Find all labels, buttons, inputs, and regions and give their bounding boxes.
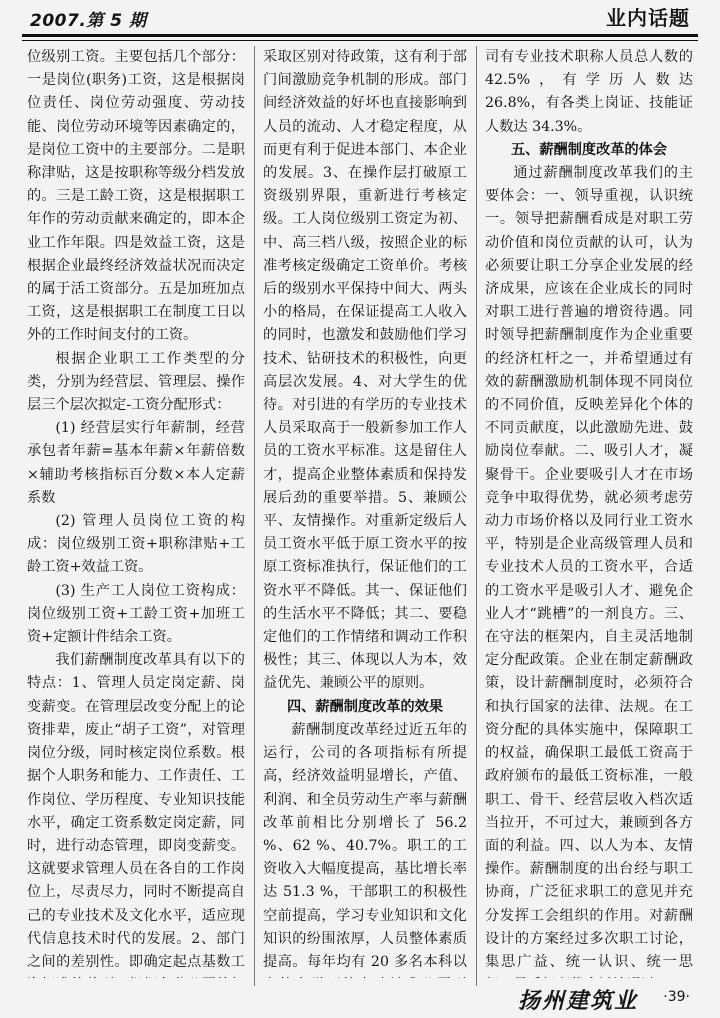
column-divider bbox=[254, 46, 255, 986]
paragraph: (1) 经营层实行年薪制，经营承包者年薪=基本年薪×年薪倍数×辅助考核指标百分数×本人定薪系数 bbox=[27, 420, 245, 506]
section-heading: 四、薪酬制度改革的效果 bbox=[286, 698, 444, 715]
header-rule-thick bbox=[22, 34, 698, 37]
page-number: ·39· bbox=[663, 989, 690, 1005]
article-column-1 bbox=[27, 46, 245, 978]
column-divider bbox=[476, 46, 477, 986]
issue-label: 2007.第 5 期 bbox=[30, 11, 147, 31]
paragraph: (2) 管理人员岗位工资的构成：岗位级别工资+职称津贴+工龄工资+效益工资。 bbox=[27, 513, 245, 576]
paragraph: (3) 生产工人岗位工资构成：岗位级别工资+工龄工资+加班工资+定额计件结余工资。 bbox=[27, 582, 245, 646]
page-footer bbox=[0, 984, 720, 1018]
article-column-3 bbox=[485, 46, 693, 978]
paragraph: 采取区别对待政策，这有利于部门间激励竞争机制的形成。部门间经济效益的好坏也直接影响到人员的流动、人才稳定程度，从而更有利于促进本部门、本企业的发展。3、在操作层打破原工资级别界限，重新进行考核定级。工人岗位级别工资定为初、中、高三档八级，按照企业的标准考核定级确定工资单价。考核后的级别水平保持中间大、两头小的格局，在保证提高工人收入的同时，也激发和鼓励他们学习技术、钻研技术的积极性，向更高层次发展。4、对大学生的优待。对引进的有学历的专业技术人员采取高于一般新参加工作人员的工资水平标准。这是留住人才，提高企业整体素质和保持发展后劲的重要举措。5、兼顾公平、友情操作。对重新定级后人员工资水平低于原工资水平的按原工资标准执行，保证他们的工资水平不降低。其一、保证他们的生活水平不降低；其二、要稳定他们的工作情绪和调动工作积极性；其三、体现以人为本，效益优先、兼顾公平的原则。 bbox=[263, 49, 467, 692]
paragraph: 根据企业职工工作类型的分类，分别为经营层、管理层、操作层三个层次拟定-工资分配形式： bbox=[27, 350, 245, 414]
paragraph: 通过薪酬制度改革我们的主要体会：一、领导重视，认识统一。领导把薪酬看成是对职工劳动价值和岗位贡献的认可，认为必须要让职工分享企业发展的经济成果，应该在企业成长的同时对职工进行普遍的增资待遇。同时领导把薪酬制度作为企业重要的经济杠杆之一，并希望通过有效的薪酬激励机制体现不同岗位的不同价值，反映差异化个体的不同贡献度，以此激励先进、鼓励岗位奉献。二、吸引人才，凝聚骨干。企业要吸引人才在市场竞争中取得优势，就必须考虑劳动力市场价格以及同行业工资水平，特别是企业高级管理人员和专业技术人员的工资水平，合适的工资水平是吸引人才、避免企业人才“跳槽”的一剂良方。三、在守法的框架内，自主灵活地制定分配政策。企业在制定薪酬政策，设计薪酬制度时，必须符合和执行国家的法律、法规。在工资分配的具体实施中，保障职工的权益，确保职工最低工资高于政府颁布的最低工资标准，一般职工、骨干、经营层收入档次适当拉开，不可过大，兼顾到各方面的利益。四、以人为本、友情操作。薪酬制度的出台经与职工协商，广泛征求职工的意见并充分发挥工会组织的作用。对薪酬设计的方案经过多次职工讨论，集思广益、统一认识、统一思 bbox=[485, 165, 693, 970]
section-title: 业内话题 bbox=[606, 6, 690, 30]
paragraph: 我们薪酬制度改革具有以下的特点：1、管理人员定岗定薪、岗变薪变。在管理层改变分配上的论资排辈，废止“胡子工资”，对管理岗位分级，同时核定岗位系数。根据个人职务和能力、工作责任、工作岗位、学历程度、专业知识技能水平，确定工资系数定岗定薪，同时，进行动态管理，即岗变薪变。这就要求管理人员在各自的工作岗位上，尽责尽力，同时不断提高自己的专业技术及文化水平，适应现代信息技术时代的发展。2、部门之间的差别性。即确定起点基数工 bbox=[27, 652, 245, 970]
article-column-2 bbox=[263, 46, 467, 978]
magazine-logo: 扬州建筑业 bbox=[517, 988, 638, 1014]
paragraph: 位级别工资。主要包括几个部分：一是岗位(职务)工资，这是根据岗位责任、岗位劳动强度、劳动技能、岗位劳动环境等因素确定的，是岗位工资中的主要部分。二是职称津贴，这是按职称等级分档发放的。三是工龄工资，这是根据职工年作的劳动贡献来确定的，即本企业工作年限。四是效益工资，这是根据企业最终经济效益状况而决定的属于活工资部分。五是加班加点工资，这是根据职工在制度工日以外的工作时间支付的工资。 bbox=[27, 49, 245, 344]
paragraph: 薪酬制度改革经过近五年的运行，公司的各项指标有所提高，经济效益明显增长，产值、利润、和全员劳动生产率与薪酬改革前相比分别增长了 56.2 %、62 %、40.7%。职工的工资收入大幅度提高，基比增长率达 51.3 %，干部职工的积极性空前提高，学习专业知识和文化知识的纷围浓厚，人员整体素质提高。每年均有 20 多名本科以 bbox=[263, 721, 467, 970]
header-rule-thin bbox=[22, 40, 698, 41]
section-heading: 五、薪酬制度改革的体会 bbox=[510, 141, 668, 158]
paragraph: 司有专业技术职称人员总人数的 42.5%，有学历人数达 26.8%，有各类上岗证、技能证人数达 34.3%。 bbox=[485, 49, 693, 135]
page-header bbox=[0, 0, 720, 38]
